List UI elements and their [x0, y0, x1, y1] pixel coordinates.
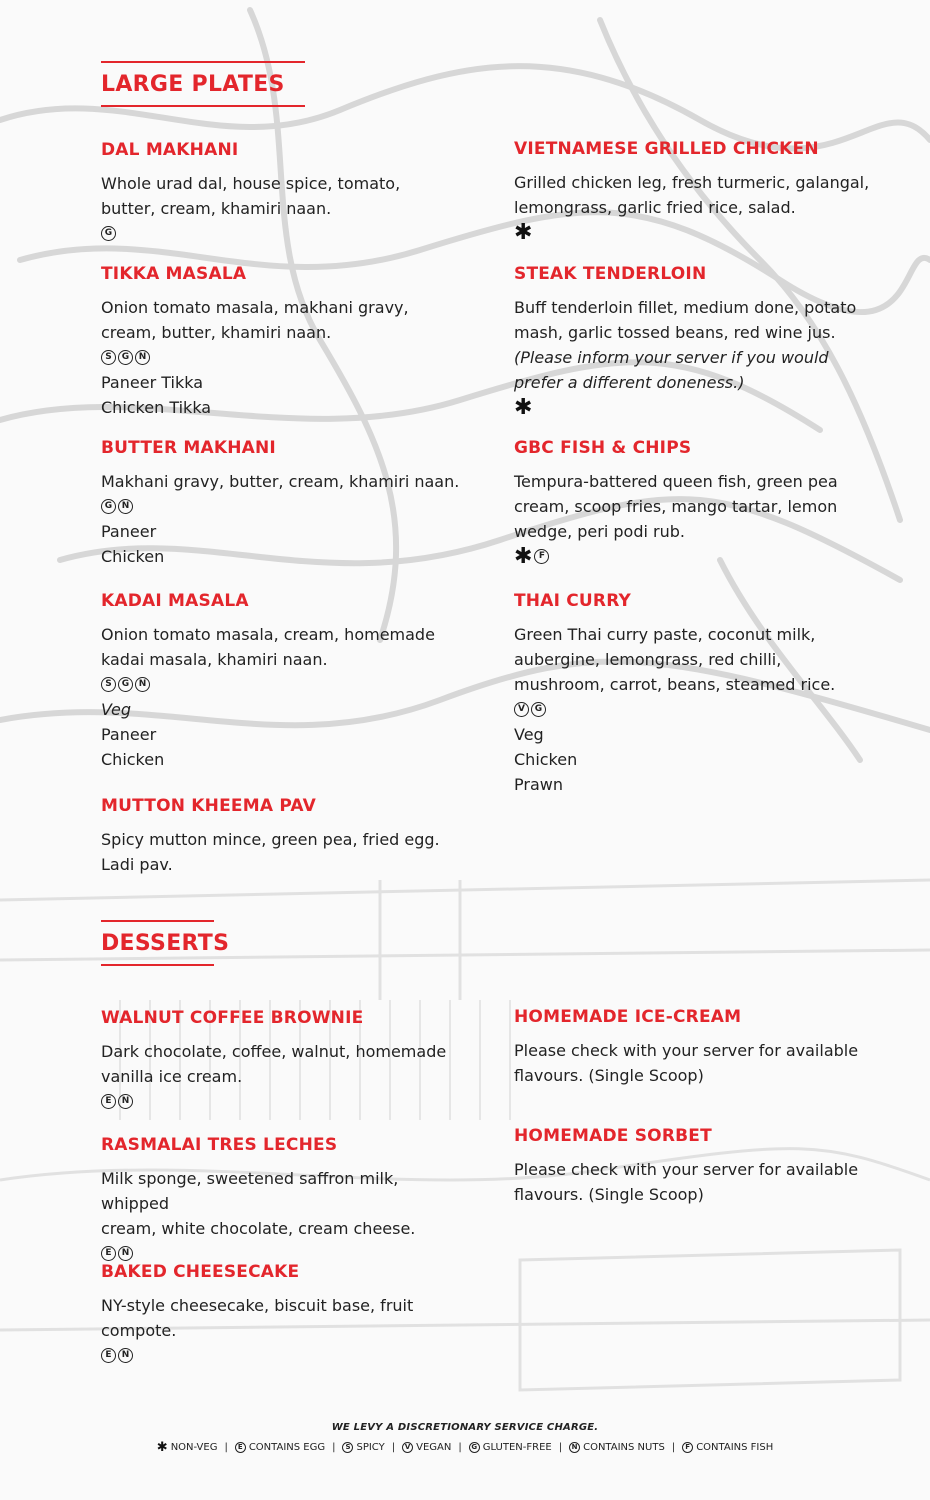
variant-option: Veg — [101, 700, 132, 719]
menu-item-tikka-masala — [101, 262, 471, 420]
egg-icon: E — [101, 1094, 116, 1109]
menu-item-thai-curry — [514, 589, 894, 797]
vegan-icon: V — [514, 702, 529, 717]
gluten-free-icon: G — [531, 702, 546, 717]
heading-rule-bottom — [101, 964, 214, 966]
fish-icon: F — [682, 1442, 693, 1453]
legend-separator: | — [671, 1442, 676, 1453]
menu-item-homemade-ice-cream — [514, 1005, 894, 1088]
dietary-icons — [101, 1343, 471, 1368]
dietary-legend — [0, 1441, 930, 1454]
menu-item-vietnamese-grilled-chicken — [514, 137, 894, 245]
menu-item-description: Please check with your server for available flavours. (Single Scoop) — [514, 1041, 859, 1085]
menu-item-note: (Please inform your server if you would prefer a different doneness.) — [514, 348, 829, 392]
menu-item-name: HOMEMADE SORBET — [514, 1126, 712, 1146]
menu-item-description: Tempura-battered queen fish, green pea cream, scoop fries, mango tartar, lemon wedge, peri podi rub. — [514, 472, 838, 541]
menu-item-homemade-sorbet — [514, 1124, 894, 1207]
menu-item-description: Makhani gravy, butter, cream, khamiri naan. — [101, 472, 460, 491]
nuts-icon: N — [118, 1348, 133, 1363]
menu-item-steak-tenderloin — [514, 262, 894, 420]
dietary-icons — [101, 221, 471, 246]
dietary-icons — [514, 220, 894, 245]
menu-item-name: MUTTON KHEEMA PAV — [101, 796, 316, 816]
menu-item-description: Dark chocolate, coffee, walnut, homemade vanilla ice cream. — [101, 1042, 447, 1086]
variant-option: Prawn — [514, 775, 563, 794]
menu-item-gbc-fish-and-chips — [514, 436, 894, 569]
non-veg-icon: ✱ — [514, 219, 533, 245]
menu-item-name: TIKKA MASALA — [101, 264, 247, 284]
menu-item-description: Buff tenderloin fillet, medium done, potato mash, garlic tossed beans, red wine jus. — [514, 298, 857, 342]
nuts-icon: N — [118, 1246, 133, 1261]
variant-option: Chicken — [101, 547, 165, 566]
menu-item-mutton-kheema-pav — [101, 794, 471, 877]
menu-item-description: Green Thai curry paste, coconut milk, aubergine, lemongrass, red chilli, mushroom, carrot, beans, steamed rice. — [514, 625, 836, 694]
menu-item-name: VIETNAMESE GRILLED CHICKEN — [514, 139, 819, 159]
dietary-icons — [514, 395, 894, 420]
variant-option: Paneer — [101, 725, 157, 744]
menu-item-name: DAL MAKHANI — [101, 140, 239, 160]
menu-item-name: THAI CURRY — [514, 591, 632, 611]
desserts-section-heading — [101, 920, 230, 966]
large-plates-section-heading — [101, 61, 305, 107]
variant-option: Paneer — [101, 522, 157, 541]
menu-item-name: RASMALAI TRES LECHES — [101, 1135, 338, 1155]
menu-item-walnut-coffee-brownie — [101, 1006, 471, 1114]
menu-item-name: KADAI MASALA — [101, 591, 249, 611]
menu-item-description: Please check with your server for available flavours. (Single Scoop) — [514, 1160, 859, 1204]
legend-vegan: V VEGAN — [402, 1442, 451, 1453]
egg-icon: E — [101, 1348, 116, 1363]
gluten-free-icon: G — [118, 677, 133, 692]
nuts-icon: N — [569, 1442, 580, 1453]
gluten-free-icon: G — [469, 1442, 480, 1453]
menu-item-description: NY-style cheesecake, biscuit base, fruit compote. — [101, 1296, 414, 1340]
variant-option: Paneer Tikka — [101, 373, 204, 392]
variant-option: Chicken — [514, 750, 578, 769]
menu-item-description: Grilled chicken leg, fresh turmeric, galangal, lemongrass, garlic fried rice, salad. — [514, 173, 870, 217]
menu-item-name: GBC FISH & CHIPS — [514, 438, 692, 458]
menu-item-description: Whole urad dal, house spice, tomato, butter, cream, khamiri naan. — [101, 174, 401, 218]
nuts-icon: N — [135, 350, 150, 365]
menu-item-description: Milk sponge, sweetened saffron milk, whipped cream, white chocolate, cream cheese. — [101, 1169, 416, 1238]
egg-icon: E — [101, 1246, 116, 1261]
variant-option: Chicken Tikka — [101, 398, 212, 417]
menu-item-description: Onion tomato masala, cream, homemade kadai masala, khamiri naan. — [101, 625, 435, 669]
legend-egg: E CONTAINS EGG — [235, 1442, 325, 1453]
egg-icon: E — [235, 1442, 246, 1453]
gluten-free-icon: G — [118, 350, 133, 365]
spicy-icon: S — [101, 677, 116, 692]
legend-fish: F CONTAINS FISH — [682, 1442, 773, 1453]
menu-item-baked-cheesecake — [101, 1260, 471, 1368]
nuts-icon: N — [118, 499, 133, 514]
spicy-icon: S — [342, 1442, 353, 1453]
legend-non-veg: ✱ NON-VEG — [156, 1440, 218, 1455]
dietary-icons — [101, 672, 471, 697]
legend-separator: | — [558, 1442, 563, 1453]
menu-item-name: BUTTER MAKHANI — [101, 438, 276, 458]
dietary-icons — [101, 345, 471, 370]
legend-spicy: S SPICY — [342, 1442, 384, 1453]
nuts-icon: N — [118, 1094, 133, 1109]
menu-item-description: Onion tomato masala, makhani gravy, cream, butter, khamiri naan. — [101, 298, 409, 342]
legend-nuts: N CONTAINS NUTS — [569, 1442, 665, 1453]
vegan-icon: V — [402, 1442, 413, 1453]
spicy-icon: S — [101, 350, 116, 365]
gluten-free-icon: G — [101, 226, 116, 241]
large-plates-title: LARGE PLATES — [101, 72, 285, 97]
legend-separator: | — [391, 1442, 396, 1453]
variant-option: Veg — [514, 725, 544, 744]
nuts-icon: N — [135, 677, 150, 692]
dietary-icons — [101, 494, 471, 519]
dietary-icons — [514, 544, 894, 569]
menu-item-rasmalai-tres-leches — [101, 1133, 471, 1266]
menu-item-dal-makhani — [101, 138, 471, 246]
desserts-title: DESSERTS — [101, 931, 230, 956]
legend-separator: | — [224, 1442, 228, 1453]
non-veg-icon: ✱ — [514, 543, 533, 569]
menu-item-name: WALNUT COFFEE BROWNIE — [101, 1008, 364, 1028]
variant-option: Chicken — [101, 750, 165, 769]
gluten-free-icon: G — [101, 499, 116, 514]
menu-item-name: BAKED CHEESECAKE — [101, 1262, 300, 1282]
fish-icon: F — [534, 549, 549, 564]
menu-item-name: HOMEMADE ICE-CREAM — [514, 1007, 742, 1027]
service-charge-note: WE LEVY A DISCRETIONARY SERVICE CHARGE. — [331, 1422, 599, 1433]
heading-rule-bottom — [101, 105, 305, 107]
menu-item-kadai-masala — [101, 589, 471, 772]
legend-separator: | — [458, 1442, 462, 1453]
non-veg-icon: ✱ — [514, 394, 533, 420]
menu-footer — [0, 1422, 930, 1454]
legend-separator: | — [332, 1442, 336, 1453]
menu-item-description: Spicy mutton mince, green pea, fried egg. Ladi pav. — [101, 830, 440, 874]
menu-item-name: STEAK TENDERLOIN — [514, 264, 707, 284]
dietary-icons — [514, 697, 894, 722]
legend-gluten-free: G GLUTEN-FREE — [469, 1442, 552, 1453]
menu-item-butter-makhani — [101, 436, 471, 569]
dietary-icons — [101, 1089, 471, 1114]
non-veg-icon: ✱ — [156, 1440, 168, 1455]
